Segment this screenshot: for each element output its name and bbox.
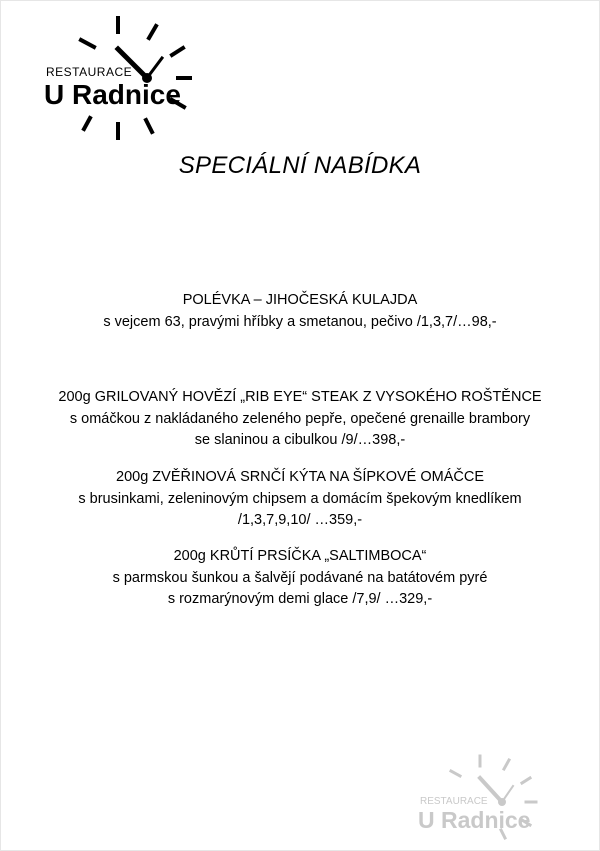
menu-item-description: s brusinkami, zeleninovým chipsem a domácím špekovým knedlíkem <box>78 490 522 507</box>
menu-item-weight: 200g <box>58 389 95 405</box>
restaurant-logo <box>38 14 218 142</box>
menu-item-description: se slaninou a cibulkou /9/…398,- <box>194 432 406 448</box>
menu-item-name <box>0 387 600 409</box>
menu-item-dish: ZVĚŘINOVÁ SRNČÍ KÝTA NA ŠÍPKOVÉ OMÁČCE <box>152 469 484 485</box>
menu-item-dish: GRILOVANÝ HOVĚZÍ „RIB EYE“ STEAK Z VYSOKÉHO ROŠTĚNCE <box>94 389 542 405</box>
page-title: SPECIÁLNÍ NABÍDKA <box>178 152 422 179</box>
restaurant-logo-watermark <box>412 752 562 842</box>
menu-item-description: s omáčkou z nakládaného zeleného pepře, opečené grenaille brambory <box>69 410 531 427</box>
menu-item-weight: 200g <box>173 548 210 564</box>
menu-item-dish: KRŮTÍ PRSÍČKA „SALTIMBOCA“ <box>209 548 427 564</box>
menu-item-description: s rozmarýnovým demi glace /7,9/ …329,- <box>167 591 433 607</box>
menu-item-name <box>0 546 600 568</box>
menu-item-name <box>0 467 600 489</box>
logo-watermark-name: U Radnice <box>418 807 531 833</box>
menu-item <box>0 290 600 333</box>
menu-item <box>0 387 600 452</box>
menu-item-weight: 200g <box>116 469 153 485</box>
menu-item-dish: POLÉVKA – JIHOČESKÁ KULAJDA <box>182 292 418 308</box>
logo-name: U Radnice <box>44 79 181 110</box>
menu-item <box>0 467 600 532</box>
menu-item-description: s vejcem 63, pravými hříbky a smetanou, pečivo /1,3,7/…98,- <box>103 313 497 330</box>
menu-item-description: /1,3,7,9,10/ …359,- <box>237 512 363 528</box>
menu-item-name <box>0 290 600 312</box>
menu-item <box>0 546 600 611</box>
logo-watermark-top-word: RESTAURACE <box>420 796 488 807</box>
logo-top-word: RESTAURACE <box>46 65 133 79</box>
menu-item-description: s parmskou šunkou a šalvějí podávané na batátovém pyré <box>112 569 488 586</box>
